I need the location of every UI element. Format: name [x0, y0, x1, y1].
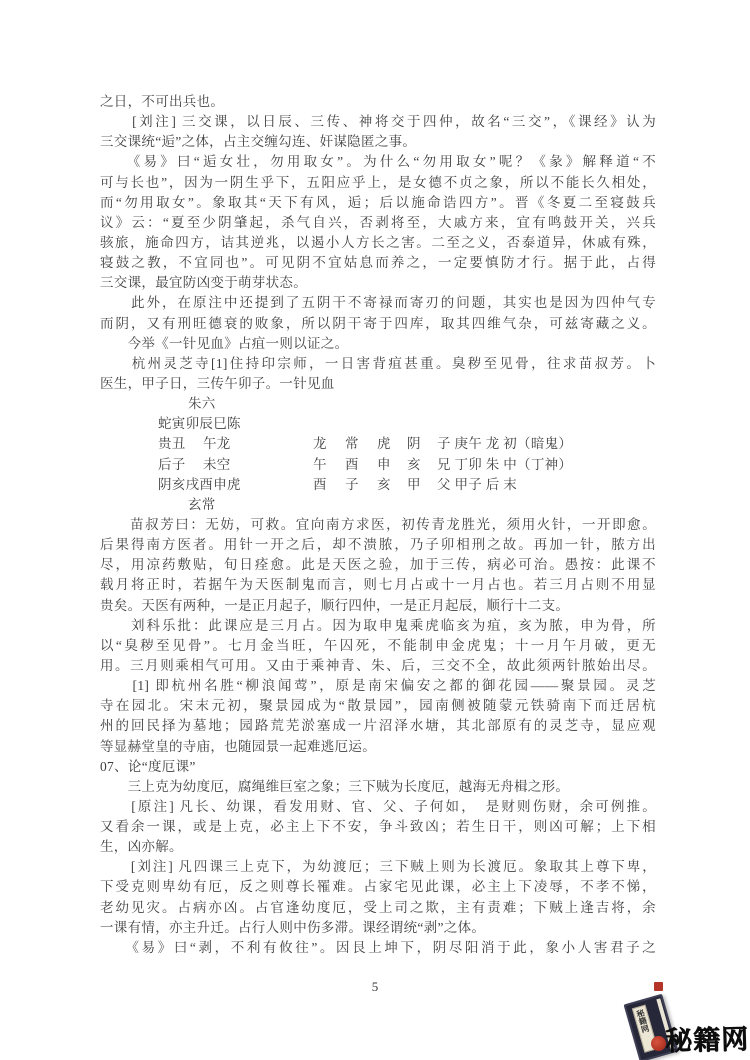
- doc-line: [刘注] 三交课，以日辰、三传、神将交于四仲，故名“三交”，《课经》认为: [100, 114, 656, 130]
- doc-line: 今举《一针见血》占疽一则以证之。: [100, 335, 349, 351]
- plate-cell: 兄 丁卯 朱 中（丁神）: [437, 456, 573, 472]
- doc-line: 杭州灵芝寺[1]住持印宗师，一日害背疽甚重。臭秽至见骨，往求苗叔芳。卜: [100, 355, 656, 371]
- plate-row: [100, 434, 656, 454]
- doc-line: 又看余一课，或是上克，必主上下不安，争斗致凶；若生日干，则凶可解；上下相: [100, 819, 656, 835]
- plate-cell: 后子: [158, 456, 186, 472]
- doc-line: 《易》曰“逅女壮，勿用取女”。为什么“勿用取女”呢？《彖》解释道“不: [100, 154, 656, 170]
- doc-line: 以“臭秽至见骨”。七月金当旺，午囚死，不能制申金虎鬼；十一月午月破，更无: [100, 637, 656, 653]
- doc-line: 生，凶亦解。: [100, 839, 183, 855]
- plate-cell: 子: [345, 476, 359, 492]
- doc-line: 三上克为幼度厄，腐绳维巨室之象；三下贼为长度厄，越海无舟楫之形。: [100, 778, 570, 794]
- doc-line: 而阴，又有刑旺德衰的败象，所以阴干寄于四库，取其四维气杂，可兹寄藏之义。: [100, 315, 656, 331]
- doc-line: 尽，用凉药敷贴，旬日痊愈。此是天医之验，加于三传，病必可治。愚按：此课不: [100, 557, 656, 573]
- plate-cell: 午龙: [203, 436, 231, 452]
- plate-cell: 甲: [407, 476, 421, 492]
- doc-line: 刘科乐批：此课应是三月占。因为取申鬼乘虎临亥为疽，亥为脓，申为骨，所: [100, 617, 656, 633]
- doc-line: 议》云：“夏至少阴肇起，杀气自兴，否剥将至，大戚方来，宜有鸣鼓开关，兴兵: [100, 214, 656, 230]
- plate-cell: 子 庚午 龙 初（暗鬼）: [437, 436, 573, 452]
- plate-cell: 酉: [313, 476, 327, 492]
- doc-line: [原注] 凡长、幼课，看发用财、官、父、子何如， 是财则伤财，余可例推。: [100, 798, 656, 814]
- doc-line: 寺在园北。宋末元初，聚景园成为“散景园”，园南侧被随蒙元铁骑南下而迁居杭: [100, 698, 656, 714]
- doc-line: 载月将正时，若据午为天医制鬼而言，则七月占或十一月占也。若三月占则不用显: [100, 577, 656, 593]
- doc-line: 可与长也”，因为一阴生乎下，五阳应乎上，是女德不贞之象，所以不能长久相处，: [100, 174, 656, 190]
- plate-cell: 午: [313, 456, 327, 472]
- doc-line: 贵矣。天医有两种，一是正月起子，顺行四仲，一是正月起辰，顺行十二支。: [100, 597, 570, 613]
- doc-line: 之日，不可出兵也。: [100, 94, 225, 109]
- plate-cell: 父 甲子 后 末: [437, 476, 518, 492]
- plate-caption: 朱六: [188, 396, 216, 412]
- doc-line: 医生，甲子日，三传午卯子。一针见血: [100, 375, 335, 391]
- plate-cell: 未空: [203, 456, 231, 472]
- doc-line: 骇旅，施命四方，诘其逆兆，以遏小人方长之害。二至之义，否泰道异，休戚有殊，: [100, 234, 656, 250]
- doc-line: 后果得南方医者。用针一开之后，却不溃脓，乃子卯相刑之故。再加一针，脓方出: [100, 537, 656, 553]
- doc-line: 三交课统“逅”之体，占主交缠勾连、奸谋隐匿之事。: [100, 134, 417, 150]
- doc-line: 州的回民择为墓地；园路荒芜淤塞成一片沼泽水塘，其北部原有的灵芝寺，显应观: [100, 718, 656, 734]
- doc-line: 此外，在原注中还提到了五阴干不寄禄而寄刃的问题，其实也是因为四仲气专: [100, 295, 656, 311]
- watermark-logo: [615, 962, 750, 1060]
- doc-line: [刘注] 凡四课三上克下，为幼渡厄；三下贼上则为长渡厄。象取其上尊下卑，: [100, 859, 656, 875]
- plate-row: [100, 475, 656, 495]
- doc-line: 07、论“度厄课”: [100, 758, 196, 774]
- plate-cell: 亥: [407, 456, 421, 472]
- doc-line: 《易》曰“剥，不利有攸往”。因艮上坤下，阴尽阳消于此，象小人害君子之: [100, 939, 656, 955]
- doc-line: [1] 即杭州名胜“柳浪闻莺”，原是南宋偏安之都的御花园——聚景园。灵芝: [100, 678, 656, 694]
- plate-caption: 蛇寅卯辰巳陈: [158, 416, 241, 432]
- plate-cell: 龙: [313, 436, 327, 452]
- doc-line: 寝鼓之教，不宜同也”。可见阴不宜姑息而养之，一定要慎防才行。据于此，占得: [100, 255, 656, 271]
- doc-line: 等显赫堂皇的寺庙，也随园景一起难逃厄运。: [100, 738, 376, 754]
- doc-line: 苗叔芳曰：无妨，可救。宜向南方求医，初传青龙胜光，须用火针，一开即愈。: [100, 516, 656, 532]
- plate-cell: 申: [377, 456, 391, 472]
- plate-cell: 阴: [407, 436, 421, 452]
- doc-line: 用。三月则乘相气可用。又由于乘神青、朱、后，三交不全，故此须两针脓始出尽。: [100, 657, 656, 673]
- plate-cell: 阴亥戌酉申虎: [158, 476, 241, 492]
- red-chop-icon: [654, 982, 663, 991]
- plate-row: [100, 455, 656, 475]
- doc-line: 一课有情，亦主升迁。占行人则中伤多滞。课经谓统“剥”之体。: [100, 919, 486, 935]
- doc-line: 下受克则卑幼有厄，反之则尊长罹难。占家宅见此课，必主上下凌辱，不孝不悌，: [100, 879, 656, 895]
- document-body: [100, 92, 656, 958]
- plate-cell: 常: [345, 436, 359, 452]
- watermark-site-name: 秘籍网: [664, 1023, 750, 1057]
- plate-cell: 亥: [377, 476, 391, 492]
- book-label-text: 秘籍网: [635, 1008, 651, 1034]
- plate-cell: 酉: [345, 456, 359, 472]
- plate-cell: 虎: [377, 436, 391, 452]
- doc-line: 三交课，最宜防凶变于萌芽状态。: [100, 275, 307, 291]
- doc-line: 老幼见灾。占病亦凶。占官逢幼度厄，受上司之欺，主有责难；下贼上逢吉将，余: [100, 899, 656, 915]
- page-number: 5: [371, 979, 379, 994]
- plate-caption: 玄常: [188, 496, 216, 512]
- red-seal-icon: [651, 1036, 666, 1051]
- plate-cell: 贵丑: [158, 436, 186, 452]
- doc-line: 而“勿用取女”。象取其“天下有风，逅；后以施命诰四方”。晋《冬夏二至寝鼓兵: [100, 194, 656, 210]
